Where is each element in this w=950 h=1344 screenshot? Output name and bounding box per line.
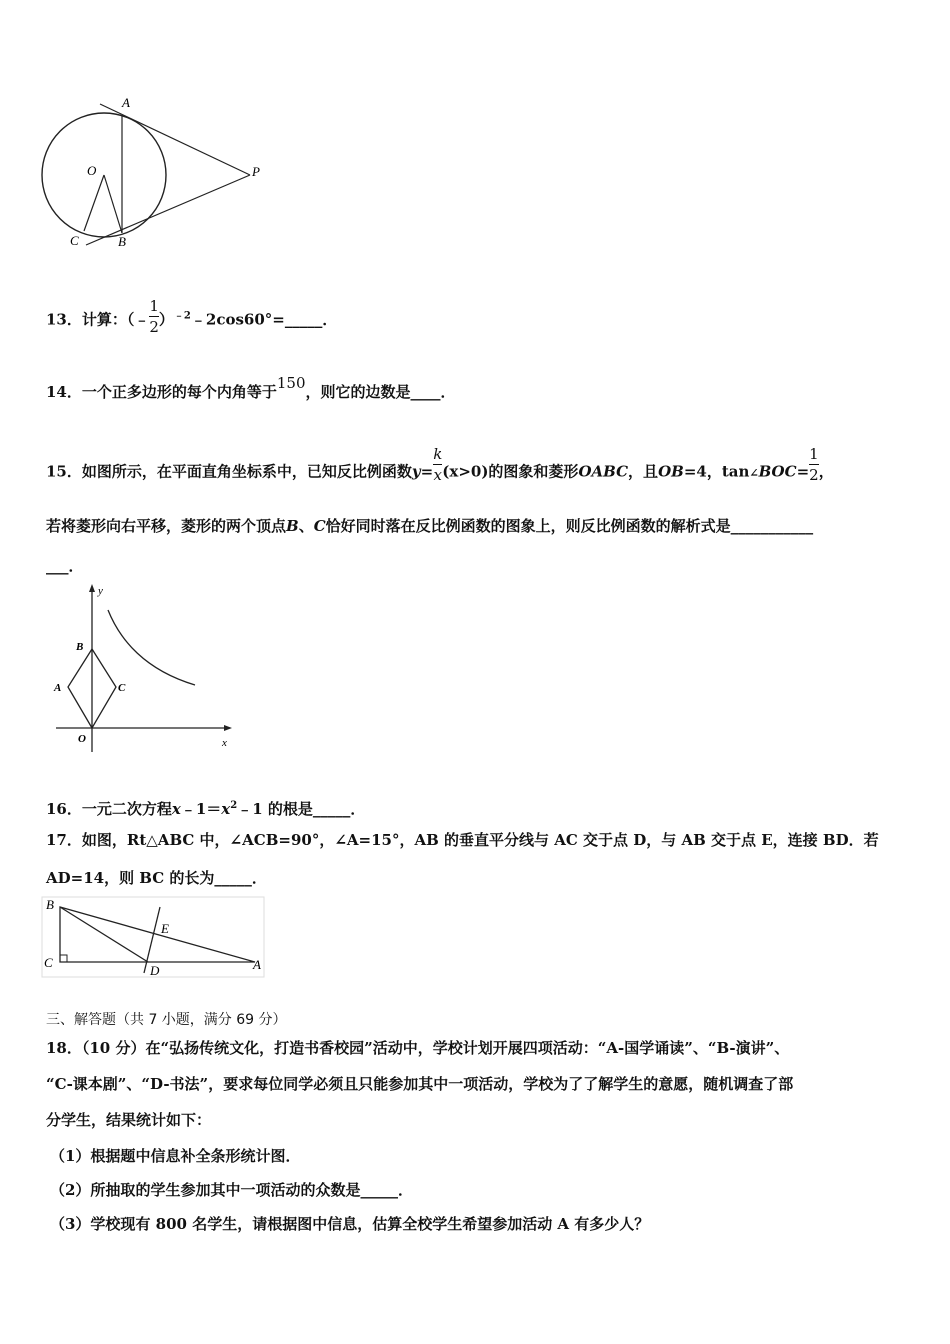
fraction-k-over-x — [433, 444, 442, 485]
q15-ob-val: =4，tan — [683, 462, 750, 481]
q15-comma: ， — [818, 462, 834, 481]
label-b: B — [118, 234, 126, 249]
q17-line2: AD=14，则 BC 的长为_____． — [46, 869, 267, 887]
q17-line1: 17．如图，Rt△ABC 中，∠ACB=90°，∠A=15°，AB 的垂直平分线与 AC 交于点 D，与 AB 交于点 E，连接 BD．若 — [46, 831, 879, 849]
q13-suffix: ） — [158, 310, 174, 329]
hyperbola-curve — [108, 610, 195, 685]
q15-oabc: OABC — [578, 462, 629, 481]
question-18 — [46, 1038, 789, 1058]
question-18-sub3 — [50, 1214, 649, 1234]
right-triangle-figure — [40, 895, 270, 980]
question-14 — [46, 374, 456, 402]
q16-x1: x — [171, 800, 181, 818]
q15-line3: ___． — [46, 557, 84, 575]
q13-prefix: 13．计算：（﹣ — [46, 310, 150, 329]
label-a: A — [54, 682, 62, 694]
question-18-sub2 — [50, 1180, 413, 1200]
q15-num: 1 — [809, 445, 819, 463]
question-18-line3 — [46, 1110, 211, 1130]
segment-ob — [104, 175, 122, 233]
q15-den: 2 — [809, 466, 819, 484]
label-a: A — [253, 957, 261, 972]
q15-line2b: 恰好同时落在反比例函数的图象上，则反比例函数的解析式是___________ — [325, 517, 814, 535]
question-13 — [46, 297, 338, 341]
q15-eq: = — [796, 462, 810, 481]
q15-and: ，且 — [628, 462, 659, 481]
q15-x: x — [433, 466, 442, 484]
question-15 — [46, 445, 834, 493]
fraction-half — [149, 296, 159, 337]
label-a: A — [122, 95, 130, 110]
label-c: C — [44, 955, 53, 970]
x-axis-arrow — [224, 725, 232, 731]
q18-sub3: （3）学校现有 800 名学生，请根据图中信息，估算全校学生希望参加活动 A 有多少人？ — [50, 1215, 650, 1233]
q15-k: k — [433, 445, 443, 463]
q14-angle-value: 150 — [276, 374, 306, 392]
label-c: C — [118, 682, 126, 694]
q13-numerator: 1 — [149, 297, 159, 315]
q14-prefix: 14．一个正多边形的每个内角等于 — [46, 383, 277, 401]
label-e: E — [161, 921, 169, 936]
rhombus-hyperbola-figure — [50, 580, 240, 760]
label-x: x — [222, 737, 227, 749]
fraction-half-tan — [809, 444, 819, 485]
q15-boc: BOC — [758, 462, 797, 481]
question-15-line2 — [46, 516, 813, 536]
q13-denominator: 2 — [149, 318, 159, 336]
q18-sub2: （2）所抽取的学生参加其中一项活动的众数是_____． — [50, 1181, 413, 1199]
question-15-line3 — [46, 556, 84, 576]
q18-line3: 分学生，结果统计如下： — [46, 1111, 212, 1129]
q15-prefix: 15．如图所示，在平面直角坐标系中，已知反比例函数 — [46, 462, 412, 481]
q15-angle: ∠ — [749, 466, 759, 480]
q18-sub1: （1）根据题中信息补全条形统计图． — [50, 1147, 301, 1165]
question-18-line2 — [46, 1074, 793, 1094]
question-18-sub1 — [50, 1146, 300, 1166]
q15-ob: OB — [658, 462, 684, 481]
circle-tangent-figure — [38, 95, 273, 255]
label-o: O — [78, 733, 86, 745]
segment-bd — [60, 907, 148, 962]
segment-oc — [84, 175, 104, 231]
tangent-pb — [86, 175, 250, 245]
q15-y-eq: y= — [411, 462, 434, 481]
label-o: O — [87, 163, 97, 178]
label-b: B — [76, 641, 84, 653]
q14-suffix: ，则它的边数是____． — [305, 383, 456, 401]
question-17 — [46, 830, 879, 850]
q16-mid: ﹣1＝ — [180, 800, 222, 818]
q18-line1: 18．（10 分）在“弘扬传统文化，打造书香校园”活动中，学校计划开展四项活动：“A-国学诵读”、“B-演讲”、 — [46, 1039, 790, 1057]
q16-exp: 2 — [230, 800, 238, 811]
q16-tail: ﹣1 的根是_____． — [237, 800, 366, 818]
section-3-heading — [46, 1010, 287, 1030]
y-axis-arrow — [89, 584, 95, 592]
q15-sep: 、 — [298, 517, 314, 535]
q15-line2: 若将菱形向右平移，菱形的两个顶点 — [46, 517, 287, 535]
label-y: y — [98, 585, 103, 597]
q15-b: B — [286, 517, 299, 535]
section-3-title: 三、解答题（共 7 小题，满分 69 分） — [46, 1012, 287, 1028]
label-c: C — [70, 233, 79, 248]
question-17-line2 — [46, 868, 267, 888]
q13-tail: ﹣2cos60°=_____． — [190, 310, 338, 329]
q15-cond: (x>0)的图象和菱形 — [442, 462, 579, 481]
right-angle-mark — [60, 955, 67, 962]
q16-x2: x — [221, 800, 231, 818]
q16-prefix: 16．一元二次方程 — [46, 800, 172, 818]
question-16 — [46, 796, 365, 819]
label-d: D — [150, 963, 160, 978]
q15-c: C — [313, 517, 326, 535]
q18-line2: “C-课本剧”、“D-书法”，要求每位同学必须且只能参加其中一项活动，学校为了了解学生的意愿，随机调查了部 — [46, 1075, 794, 1093]
q13-exponent: ﹣2 — [173, 310, 191, 322]
label-b: B — [46, 897, 54, 912]
label-p: P — [252, 164, 260, 179]
